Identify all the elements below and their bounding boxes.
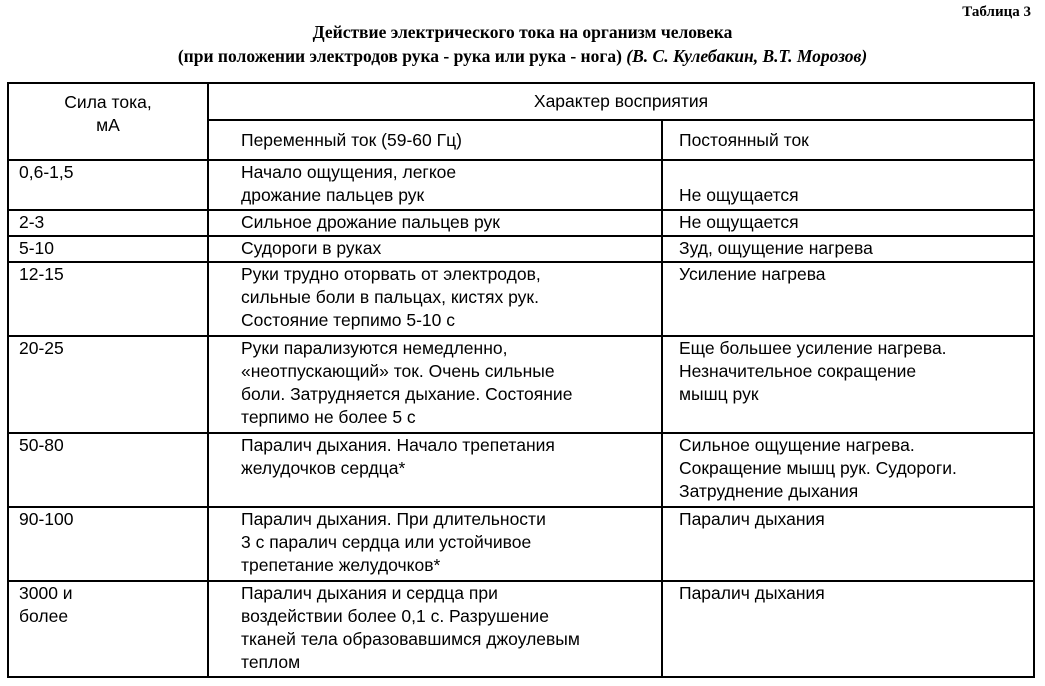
cell-current: 20-25 xyxy=(8,336,208,433)
cell-dc: Паралич дыхания xyxy=(662,507,1034,581)
cell-dc: Паралич дыхания xyxy=(662,581,1034,677)
table-subtitle xyxy=(0,44,1045,68)
subtitle-main: (при положении электродов рука - рука или рука - нога) xyxy=(177,46,622,66)
cell-current: 2-3 xyxy=(8,210,208,236)
header-current: Сила тока, мА xyxy=(8,83,208,160)
cell-dc: Зуд, ощущение нагрева xyxy=(662,236,1034,262)
table-row xyxy=(8,262,1034,336)
header-ac: Переменный ток (59-60 Гц) xyxy=(208,120,662,160)
cell-current: 3000 и более xyxy=(8,581,208,677)
table-number: Таблица 3 xyxy=(962,4,1031,20)
table-row xyxy=(8,236,1034,262)
table-row xyxy=(8,581,1034,677)
cell-ac: Руки парализуются немедленно, «неотпускающий» ток. Очень сильные боли. Затрудняется дыхание. Состояние терпимо не более 5 с xyxy=(208,336,662,433)
cell-dc: Еще большее усиление нагрева. Незначительное сокращение мышц рук xyxy=(662,336,1034,433)
cell-dc: Не ощущается xyxy=(662,160,1034,210)
cell-ac: Паралич дыхания. Начало трепетания желудочков сердца* xyxy=(208,433,662,507)
table-title: Действие электрического тока на организм человека xyxy=(312,22,733,42)
cell-dc: Усиление нагрева xyxy=(662,262,1034,336)
cell-ac: Сильное дрожание пальцев рук xyxy=(208,210,662,236)
table-row xyxy=(8,507,1034,581)
cell-ac: Паралич дыхания. При длительности 3 с паралич сердца или устойчивое трепетание желудочков* xyxy=(208,507,662,581)
table-row xyxy=(8,336,1034,433)
cell-dc: Сильное ощущение нагрева. Сокращение мышц рук. Судороги. Затруднение дыхания xyxy=(662,433,1034,507)
cell-current: 90-100 xyxy=(8,507,208,581)
current-effects-table xyxy=(7,82,1035,678)
table-row xyxy=(8,160,1034,210)
header-dc: Постоянный ток xyxy=(662,120,1034,160)
header-row xyxy=(8,83,1034,120)
cell-ac: Судороги в руках xyxy=(208,236,662,262)
cell-ac: Паралич дыхания и сердца при воздействии более 0,1 с. Разрушение тканей тела образовавшимся джоулевым теплом xyxy=(208,581,662,677)
cell-current: 5-10 xyxy=(8,236,208,262)
table-row xyxy=(8,433,1034,507)
subtitle-authors: (В. С. Кулебакин, В.Т. Морозов) xyxy=(626,46,868,66)
cell-ac: Начало ощущения, легкое дрожание пальцев рук xyxy=(208,160,662,210)
cell-current: 0,6-1,5 xyxy=(8,160,208,210)
cell-ac: Руки трудно оторвать от электродов, сильные боли в пальцах, кистях рук. Состояние терпимо 5-10 с xyxy=(208,262,662,336)
table-row xyxy=(8,210,1034,236)
header-character: Характер восприятия xyxy=(208,83,1034,120)
cell-dc: Не ощущается xyxy=(662,210,1034,236)
cell-current: 50-80 xyxy=(8,433,208,507)
cell-current: 12-15 xyxy=(8,262,208,336)
